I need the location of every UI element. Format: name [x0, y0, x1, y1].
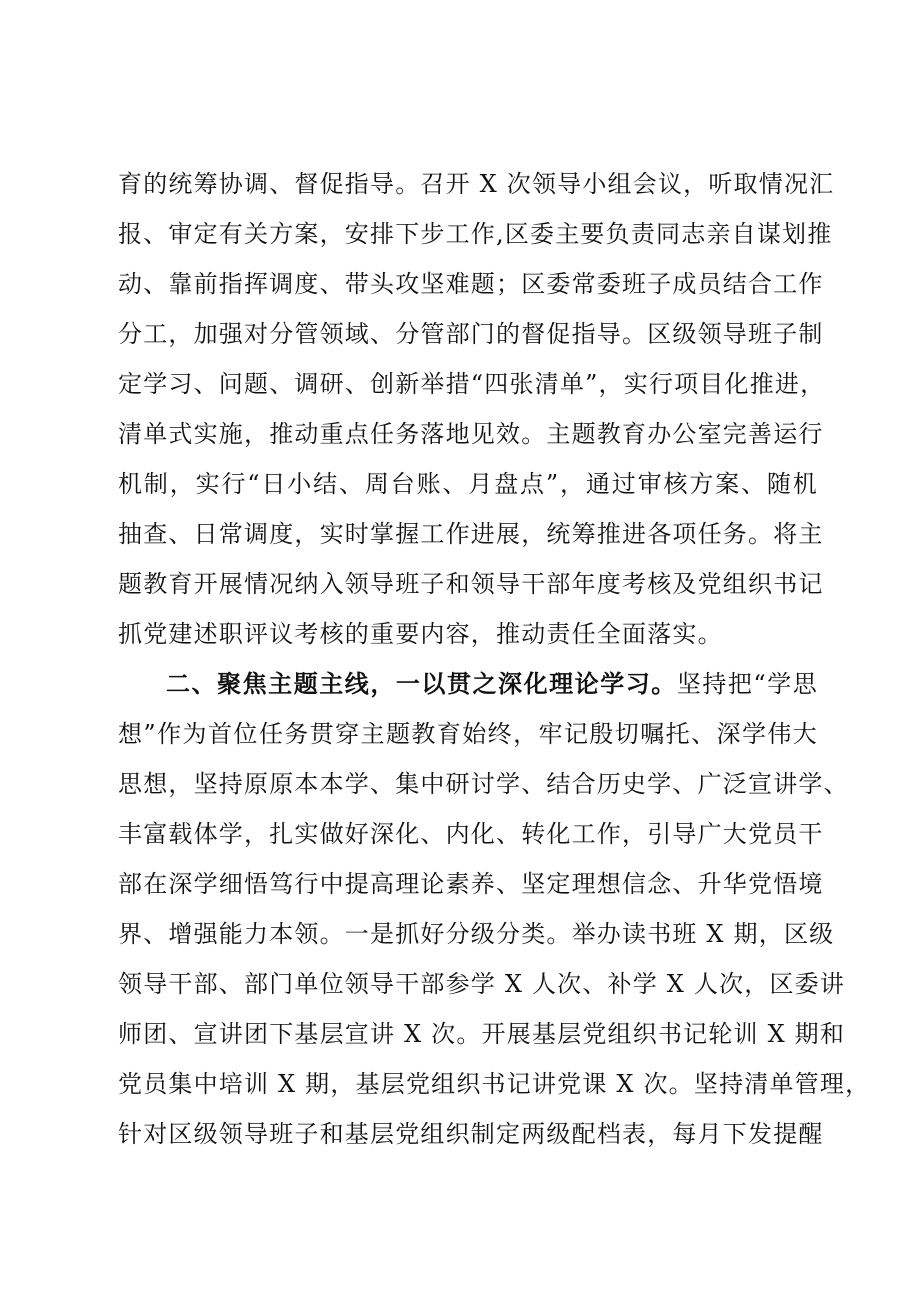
- text-line: 丰富载体学，扎实做好深化、内化、转化工作，引导广大党员干: [118, 820, 824, 848]
- text-line: 抓党建述职评议考核的重要内容，推动责任全面落实。: [118, 620, 723, 648]
- text-line: 育的统筹协调、督促指导。召开 X 次领导小组会议，听取情况汇: [118, 170, 835, 198]
- text-line: 分工，加强对分管领域、分管部门的督促指导。区级领导班子制: [118, 320, 824, 348]
- text-line: 思想，坚持原原本本学、集中研讨学、结合历史学、广泛宣讲学、: [118, 770, 849, 798]
- text-line: 机制，实行“日小结、周台账、月盘点”，通过审核方案、随机: [118, 470, 818, 498]
- text-line: 动、靠前指挥调度、带头攻坚难题；区委常委班子成员结合工作: [118, 270, 824, 298]
- text-line: 部在深学细悟笃行中提高理论素养、坚定理想信念、升华党悟境: [118, 870, 824, 898]
- text-line: 抽查、日常调度，实时掌握工作进展，统筹推进各项任务。将主: [118, 520, 824, 548]
- text-line: 师团、宣讲团下基层宣讲 X 次。开展基层党组织书记轮训 X 期和: [118, 1020, 846, 1048]
- text-line: 针对区级领导班子和基层党组织制定两级配档表，每月下发提醒: [118, 1120, 824, 1148]
- text-line: 界、增强能力本领。一是抓好分级分类。举办读书班 X 期，区级: [118, 920, 835, 948]
- section-heading: 二、聚焦主题主线，一以贯之深化理论学习。: [166, 669, 677, 698]
- text-line: 定学习、问题、调研、创新举措“四张清单”，实行项目化推进，: [118, 370, 826, 398]
- text-line: 清单式实施，推动重点任务落地见效。主题教育办公室完善运行: [118, 420, 824, 448]
- heading-continuation: 坚持把“学思: [676, 670, 818, 698]
- text-line: 想”作为首位任务贯穿主题教育始终，牢记殷切嘱托、深学伟大: [118, 720, 818, 748]
- text-line: 党员集中培训 X 期，基层党组织书记讲党课 X 次。坚持清单管理，: [118, 1070, 871, 1098]
- text-line: 报、审定有关方案，安排下步工作,区委主要负责同志亲自谋划推: [118, 220, 833, 248]
- text-line: 领导干部、部门单位领导干部参学 X 人次、补学 X 人次，区委讲: [118, 970, 846, 998]
- text-line: [166, 664, 818, 704]
- text-line: 题教育开展情况纳入领导班子和领导干部年度考核及党组织书记: [118, 570, 824, 598]
